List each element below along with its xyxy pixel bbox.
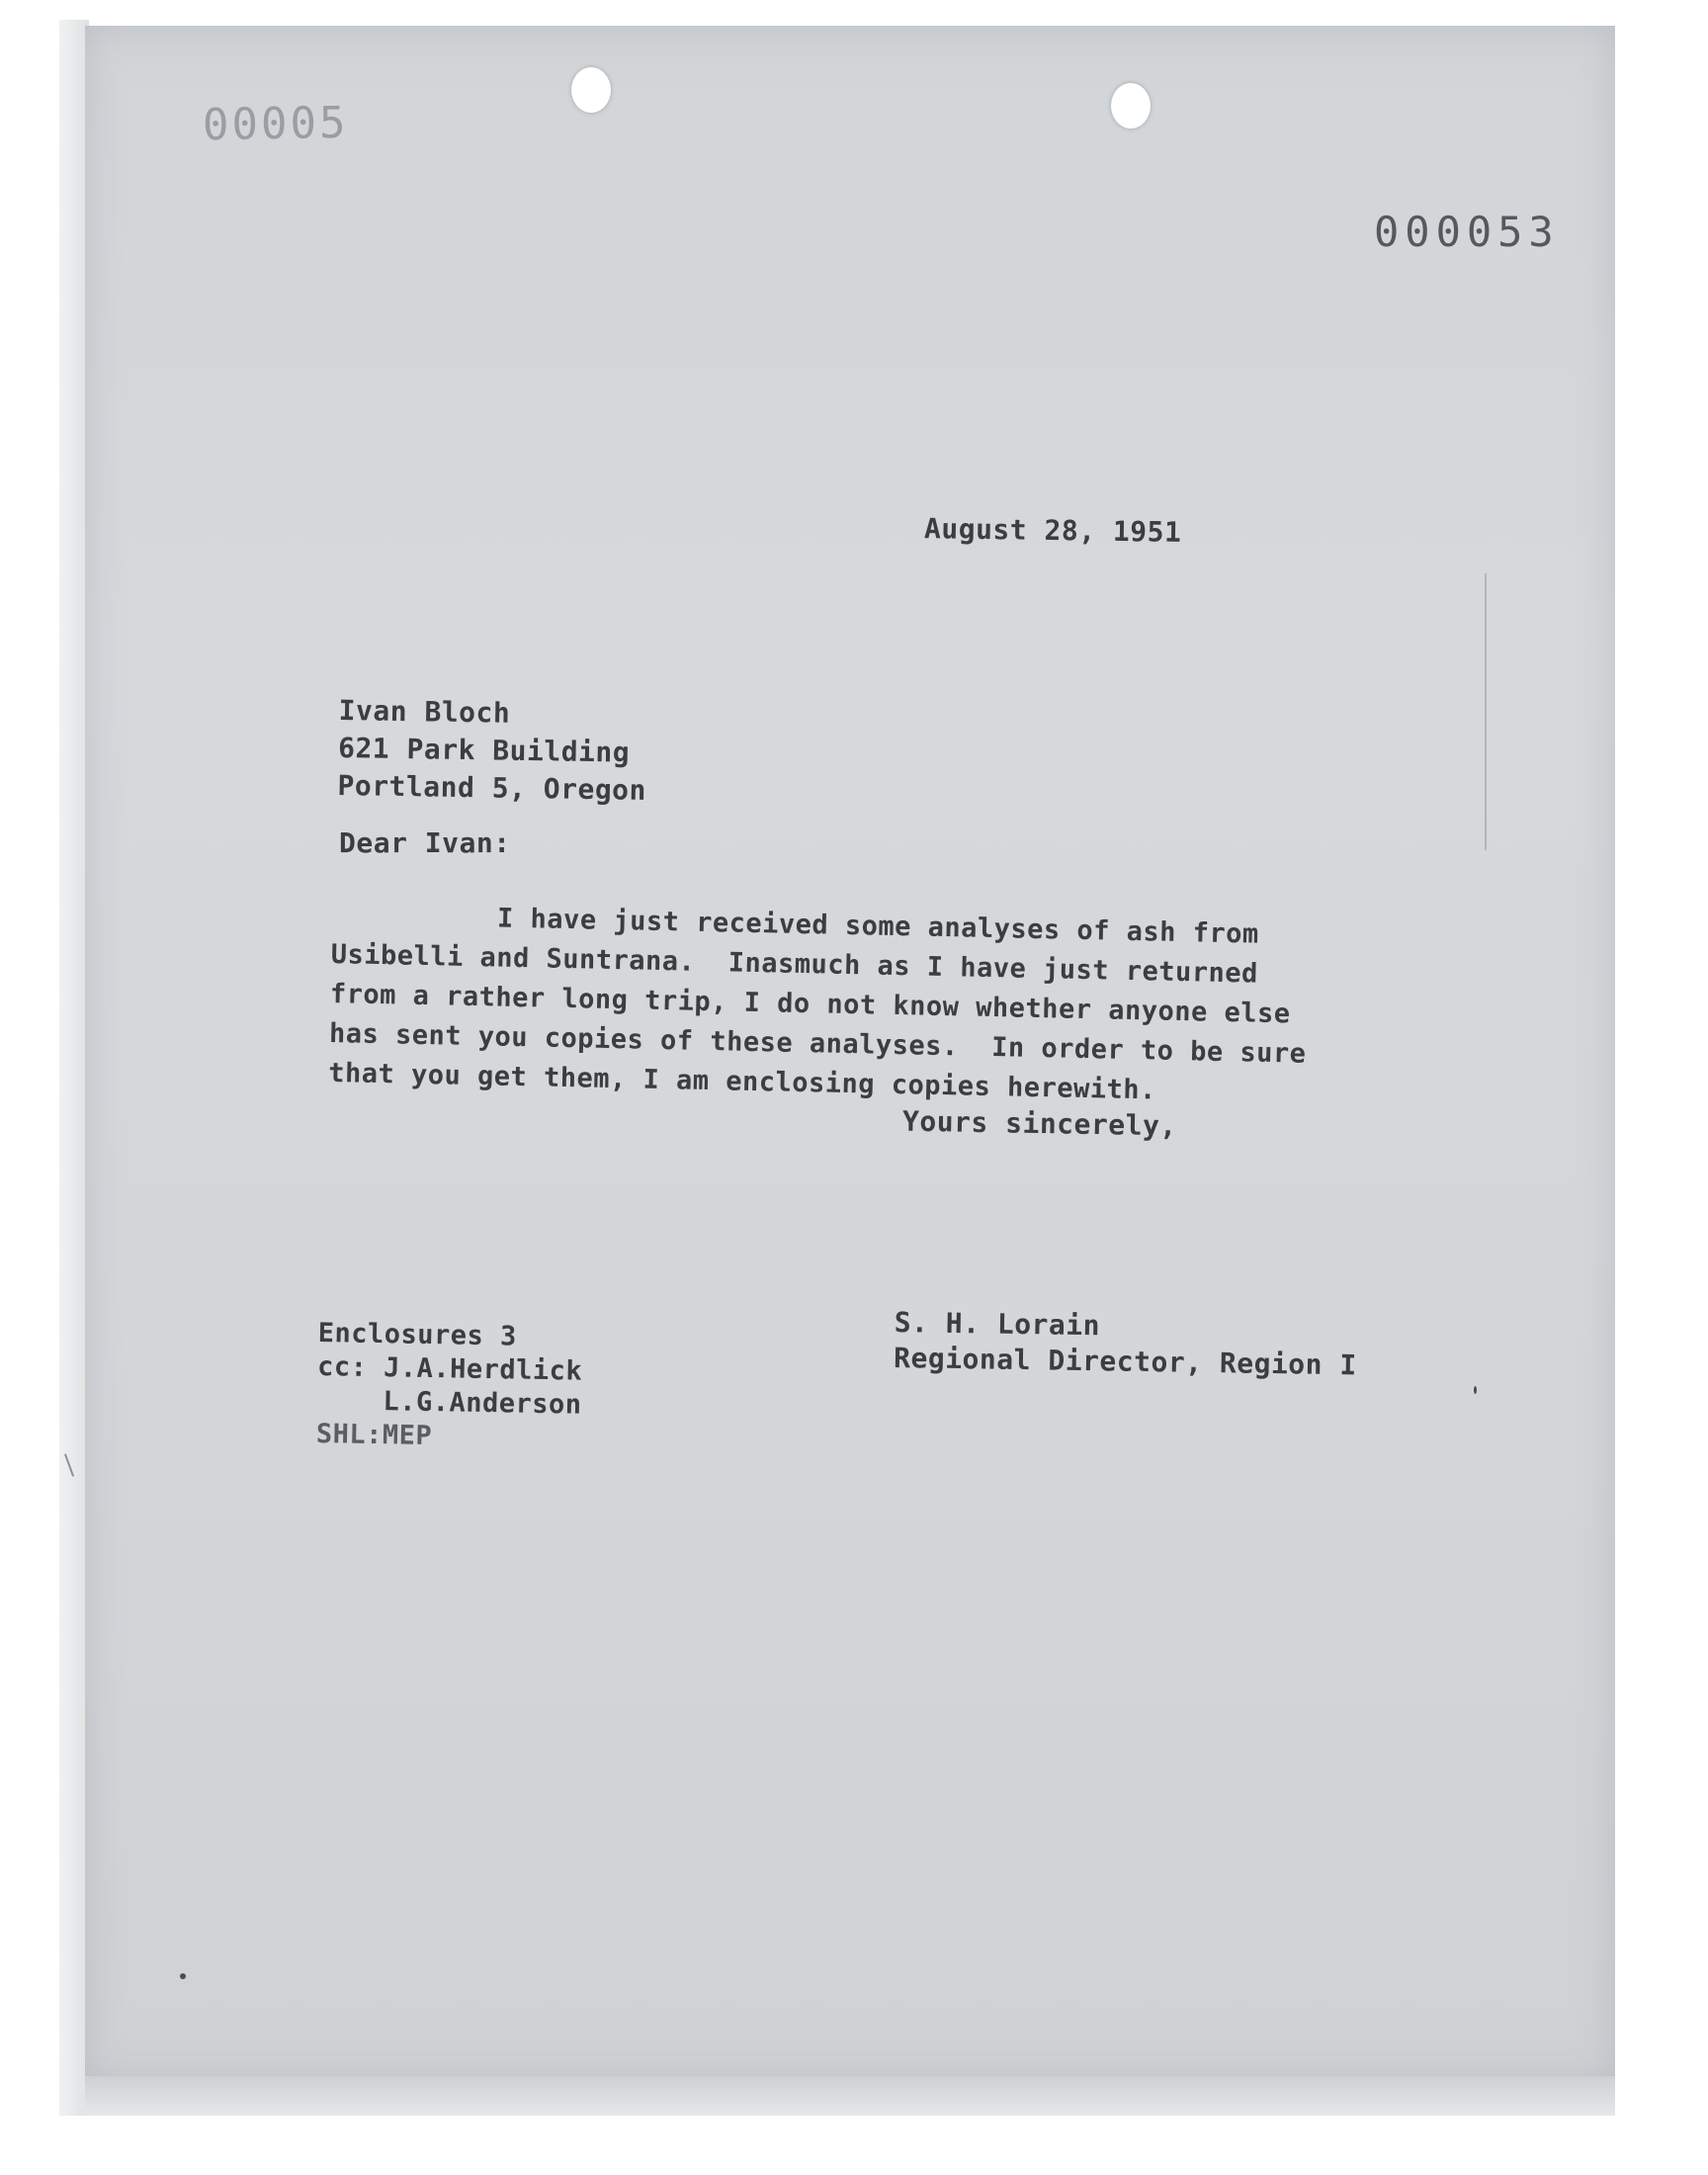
letter-date: August 28, 1951 bbox=[923, 512, 1182, 549]
cc-line: cc: J.A.Herdlick bbox=[316, 1350, 583, 1387]
signature-block bbox=[894, 1305, 1358, 1383]
enclosures-block bbox=[316, 1317, 583, 1456]
enclosures-note: Enclosures 3 bbox=[317, 1317, 518, 1352]
cc-line: L.G.Anderson bbox=[316, 1384, 582, 1421]
body-line: I have just received some analyses of ash from bbox=[331, 899, 1260, 950]
signer-name: S. H. Lorain bbox=[894, 1305, 1101, 1343]
page-stamp-number: 000053 bbox=[1374, 208, 1560, 256]
recipient-address bbox=[337, 692, 647, 810]
paper-scratch bbox=[1485, 573, 1487, 850]
paper-speck bbox=[1474, 1386, 1477, 1394]
faint-stamp-number: 00005 bbox=[202, 97, 349, 151]
recipient-city: Portland 5, Oregon bbox=[337, 768, 647, 807]
punch-hole-left bbox=[571, 67, 611, 113]
body-line: Usibelli and Suntrana. Inasmuch as I have just returned bbox=[330, 938, 1259, 990]
signer-title: Regional Director, Region I bbox=[893, 1341, 1358, 1382]
letter-body bbox=[328, 896, 1310, 1114]
body-line: that you get them, I am enclosing copies herewith. bbox=[327, 1057, 1157, 1106]
paper-speck bbox=[180, 1973, 186, 1979]
recipient-name: Ivan Bloch bbox=[338, 693, 511, 730]
recipient-street: 621 Park Building bbox=[337, 731, 631, 769]
paper-bottom-edge bbox=[85, 2076, 1615, 2116]
reference-initials: SHL:MEP bbox=[315, 1418, 433, 1452]
body-line: has sent you copies of these analyses. In order to be sure bbox=[328, 1017, 1307, 1070]
salutation: Dear Ivan: bbox=[339, 826, 511, 859]
punch-hole-right bbox=[1111, 83, 1151, 129]
closing: Yours sincerely, bbox=[901, 1104, 1177, 1143]
body-line: from a rather long trip, I do not know whether anyone else bbox=[329, 978, 1291, 1030]
